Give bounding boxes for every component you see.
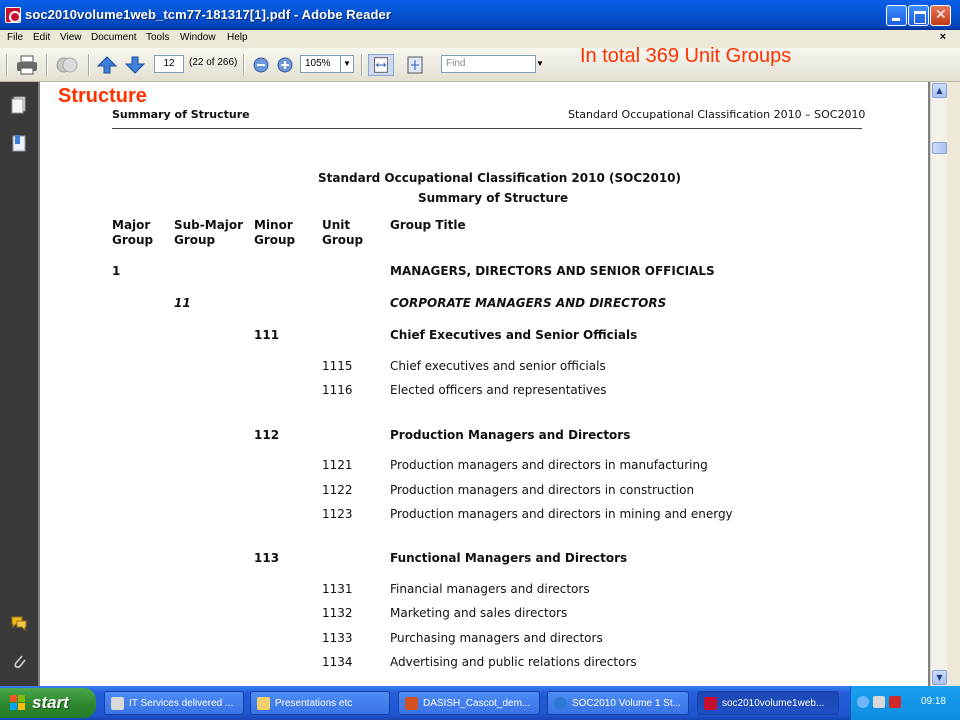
scroll-up-arrow[interactable]: ▲ <box>932 83 947 98</box>
taskbar-item-it-services[interactable]: IT Services delivered ... <box>104 691 244 715</box>
taskbar-item-soc2010-browser[interactable]: SOC2010 Volume 1 St... <box>547 691 689 715</box>
scroll-down-arrow[interactable]: ▼ <box>932 670 947 685</box>
document-subtitle: Summary of Structure <box>418 191 569 205</box>
menu-edit[interactable]: Edit <box>33 32 51 43</box>
zoom-level-select[interactable]: 105% <box>300 55 341 73</box>
window-title: soc2010volume1web_tcm77-181317[1].pdf - Adobe Reader <box>25 7 391 22</box>
system-tray <box>850 686 960 720</box>
submajor-group-title: CORPORATE MANAGERS AND DIRECTORS <box>390 296 667 310</box>
menu-document[interactable]: Document <box>91 32 137 43</box>
running-header-right: Standard Occupational Classification 2010 – SOC2010 <box>568 108 866 121</box>
vertical-scrollbar[interactable] <box>930 82 947 686</box>
taskbar-item-adobe-reader[interactable]: soc2010volume1web... <box>697 691 839 715</box>
print-icon[interactable] <box>14 54 40 76</box>
running-header-left: Summary of Structure <box>112 108 250 121</box>
unit-group-title: Purchasing managers and directors <box>390 631 603 645</box>
network-icon[interactable] <box>873 696 885 708</box>
document-title: Standard Occupational Classification 2010 (SOC2010) <box>318 171 682 185</box>
unit-group-code: 1134 <box>322 655 353 669</box>
taskbar <box>0 686 960 720</box>
unit-group-title: Production managers and directors in construction <box>390 483 695 497</box>
title-bar[interactable] <box>0 0 960 30</box>
column-header-submajor: Sub-Major Group <box>174 218 244 247</box>
navigation-panel <box>0 82 38 686</box>
maximize-button[interactable] <box>908 5 929 26</box>
fit-width-icon[interactable] <box>368 54 394 76</box>
menu-window[interactable]: Window <box>180 32 216 43</box>
column-header-minor: Minor Group <box>254 218 296 247</box>
unit-group-title: Production managers and directors in mining and energy <box>390 507 733 521</box>
find-dropdown-icon[interactable]: ▼ <box>536 59 544 68</box>
windows-logo-icon <box>10 695 26 711</box>
unit-group-code: 1133 <box>322 631 353 645</box>
column-header-unit: Unit Group <box>322 218 364 247</box>
minimize-button[interactable] <box>886 5 907 26</box>
window-right-border <box>947 82 960 686</box>
attachments-icon[interactable] <box>11 652 27 670</box>
bookmarks-icon[interactable] <box>11 134 27 152</box>
menu-bar <box>0 30 960 48</box>
unit-group-title: Marketing and sales directors <box>390 606 568 620</box>
unit-group-code: 1131 <box>322 582 353 596</box>
minor-group-title: Chief Executives and Senior Officials <box>390 328 638 342</box>
adobe-reader-icon <box>5 7 21 23</box>
tray-expand-icon[interactable] <box>857 696 869 708</box>
major-group-title: MANAGERS, DIRECTORS AND SENIOR OFFICIALS <box>390 264 715 278</box>
minor-group-title: Production Managers and Directors <box>390 428 631 442</box>
adobe-reader-icon <box>704 697 717 710</box>
collaborate-icon[interactable] <box>54 54 80 76</box>
powerpoint-icon <box>405 697 418 710</box>
minor-group-title: Functional Managers and Directors <box>390 551 628 565</box>
column-header-title: Group Title <box>390 218 466 232</box>
minor-group-code: 111 <box>254 328 280 342</box>
fit-page-icon[interactable] <box>402 54 428 76</box>
menu-tools[interactable]: Tools <box>146 32 170 43</box>
toolbar-grip <box>6 54 8 76</box>
unit-group-code: 1122 <box>322 483 353 497</box>
unit-group-code: 1116 <box>322 383 353 397</box>
folder-icon <box>257 697 270 710</box>
minor-group-code: 113 <box>254 551 280 565</box>
previous-page-icon[interactable] <box>96 54 118 76</box>
unit-group-code: 1121 <box>322 458 353 472</box>
unit-group-code: 1123 <box>322 507 353 521</box>
minor-group-code: 112 <box>254 428 280 442</box>
unit-group-code: 1115 <box>322 359 353 373</box>
unit-group-title: Financial managers and directors <box>390 582 590 596</box>
close-document-icon[interactable]: × <box>939 31 946 43</box>
start-button[interactable] <box>0 688 96 718</box>
toolbar <box>0 48 960 82</box>
major-group-code: 1 <box>112 264 121 278</box>
submajor-group-code: 11 <box>174 296 191 310</box>
scroll-thumb[interactable] <box>932 142 947 154</box>
comments-icon[interactable] <box>11 614 27 632</box>
pages-icon[interactable] <box>11 96 27 114</box>
menu-view[interactable]: View <box>60 32 82 43</box>
unit-group-code: 1132 <box>322 606 353 620</box>
header-rule <box>112 128 862 129</box>
powerpoint-doc-icon <box>111 697 124 710</box>
taskbar-item-presentations[interactable]: Presentations etc <box>250 691 390 715</box>
zoom-out-icon[interactable] <box>251 54 271 76</box>
next-page-icon[interactable] <box>124 54 146 76</box>
column-header-major: Major Group <box>112 218 154 247</box>
unit-groups-annotation: In total 369 Unit Groups <box>580 45 792 67</box>
unit-group-title: Advertising and public relations directors <box>390 655 637 669</box>
taskbar-item-dasish[interactable]: DASISH_Cascot_dem... <box>398 691 540 715</box>
page-count-label: (22 of 266) <box>189 57 238 68</box>
internet-explorer-icon <box>554 697 567 710</box>
close-button[interactable] <box>930 5 951 26</box>
unit-group-title: Elected officers and representatives <box>390 383 607 397</box>
security-icon[interactable] <box>889 696 901 708</box>
structure-annotation: Structure <box>58 85 147 107</box>
page-number-input[interactable]: 12 <box>154 55 184 73</box>
zoom-dropdown-arrow[interactable]: ▼ <box>340 55 354 73</box>
unit-group-title: Production managers and directors in manufacturing <box>390 458 708 472</box>
menu-help[interactable]: Help <box>227 32 248 43</box>
unit-group-title: Chief executives and senior officials <box>390 359 606 373</box>
menu-file[interactable]: File <box>7 32 24 43</box>
find-input[interactable]: Find <box>441 55 536 73</box>
clock[interactable]: 09:18 <box>920 696 946 707</box>
zoom-in-icon[interactable] <box>275 54 295 76</box>
start-label: start <box>32 693 69 712</box>
